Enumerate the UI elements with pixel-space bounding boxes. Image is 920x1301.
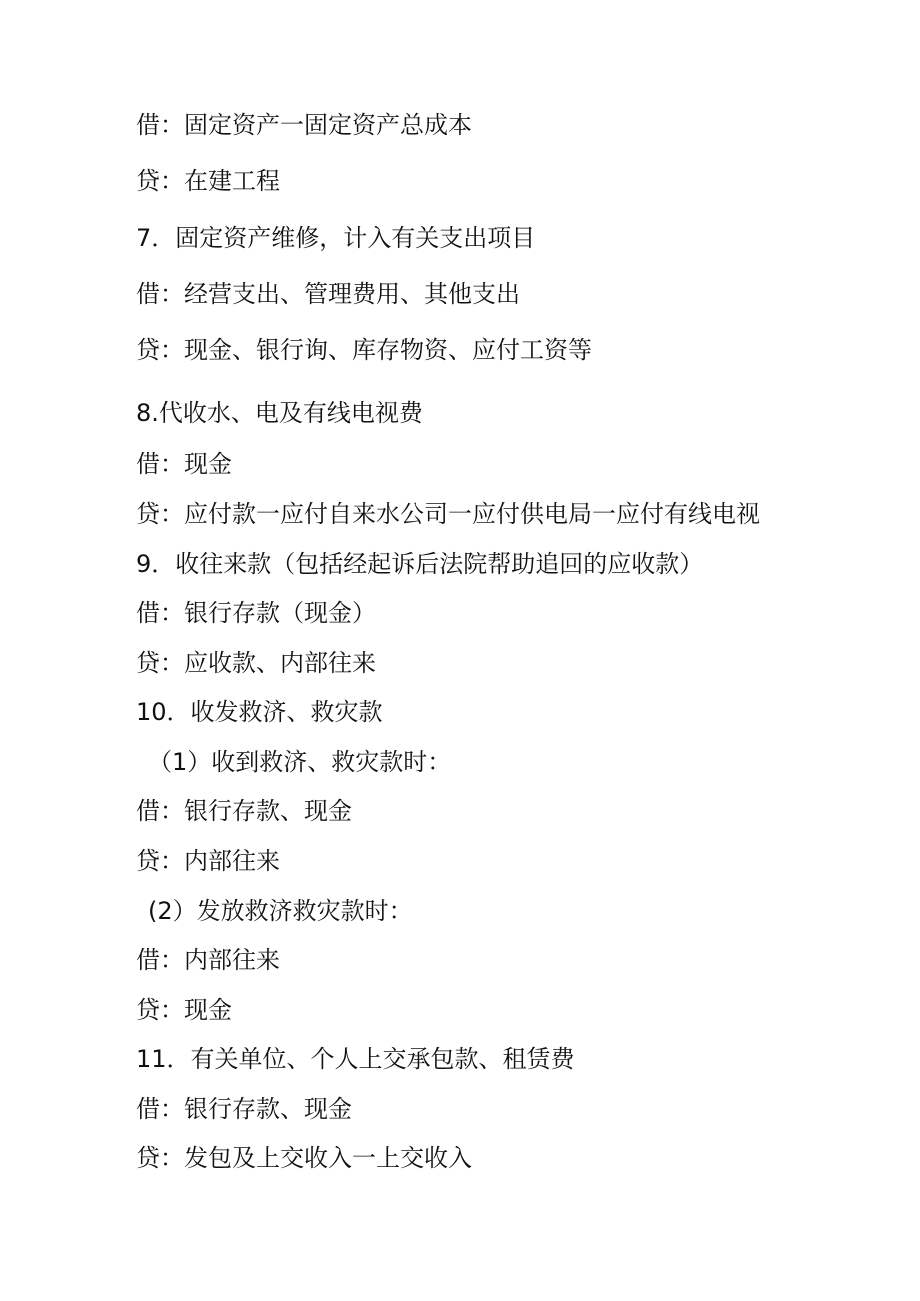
section-heading: 11．有关单位、个人上交承包款、租赁费: [136, 1045, 575, 1073]
journal-entry-line: 贷：内部往来: [136, 847, 280, 875]
subsection-heading: （1）收到救济、救灾款时：: [148, 748, 452, 776]
journal-entry-line: 贷：现金: [136, 996, 232, 1024]
journal-entry-line: 贷：应付款一应付自来水公司一应付供电局一应付有线电视: [136, 500, 760, 528]
subsection-heading: (2）发放救济救灾款时：: [148, 897, 413, 925]
journal-entry-line: 借：现金: [136, 450, 232, 478]
journal-entry-line: 借：固定资产一固定资产总成本: [136, 111, 472, 139]
section-heading: 7．固定资产维修，计入有关支出项目: [136, 224, 536, 252]
section-heading: 8.代收水、电及有线电视费: [136, 399, 423, 427]
journal-entry-line: 借：银行存款、现金: [136, 797, 352, 825]
journal-entry-line: 借：内部往来: [136, 946, 280, 974]
journal-entry-line: 贷：应收款、内部往来: [136, 649, 376, 677]
journal-entry-line: 借：银行存款（现金）: [136, 599, 376, 627]
journal-entry-line: 贷：现金、银行询、库存物资、应付工资等: [136, 336, 592, 364]
journal-entry-line: 借：银行存款、现金: [136, 1095, 352, 1123]
journal-entry-line: 贷：发包及上交收入一上交收入: [136, 1144, 472, 1172]
journal-entry-line: 借：经营支出、管理费用、其他支出: [136, 280, 520, 308]
section-heading: 9．收往来款（包括经起诉后法院帮助追回的应收款）: [136, 550, 704, 578]
journal-entry-line: 贷：在建工程: [136, 167, 280, 195]
section-heading: 10．收发救济、救灾款: [136, 698, 383, 726]
